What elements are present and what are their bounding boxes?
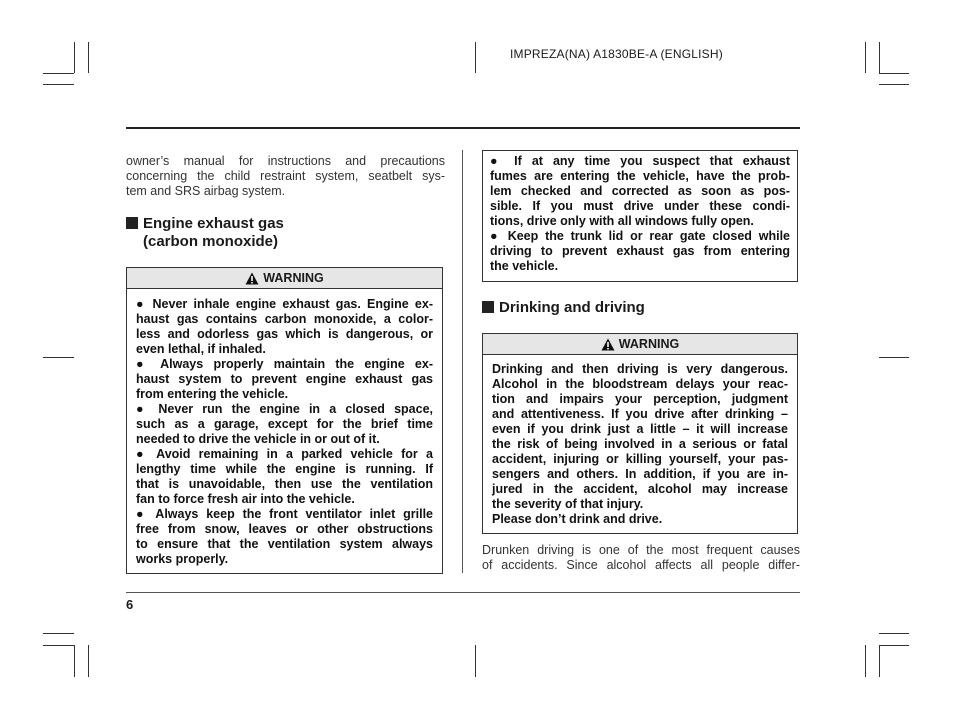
warning-line: even lethal, if inhaled. (136, 342, 266, 356)
warning-line: ● Avoid remaining in a parked vehicle for a (136, 447, 433, 461)
warning-box-continued (482, 150, 798, 282)
text-line: of accidents. Since alcohol affects all people differ- (482, 558, 800, 572)
crop-mark (74, 42, 75, 73)
warning-line: driving to prevent exhaust gas from entering (490, 244, 790, 258)
outro-paragraph (482, 543, 800, 573)
warning-line: ● Never run the engine in a closed space, (136, 402, 433, 416)
warning-line: Drinking and then driving is very dangerous. (492, 362, 788, 376)
crop-mark (475, 645, 476, 677)
header-rule (126, 127, 800, 129)
warning-line: the risk of being involved in a serious or fatal (492, 437, 788, 451)
warning-line: ● Always keep the front ventilator inlet grille (136, 507, 433, 521)
warning-line: lengthy time while the engine is running. If (136, 462, 433, 476)
warning-line: and attentiveness. If you drive after drinking – (492, 407, 788, 421)
warning-title: WARNING (263, 271, 324, 285)
warning-line: sible. If you must drive under these condi- (490, 199, 790, 213)
warning-line: jured in the accident, alcohol may increase (492, 482, 788, 496)
warning-line: lem checked and corrected as soon as pos- (490, 184, 790, 198)
column-divider (462, 150, 463, 573)
warning-line: fumes are entering the vehicle, have the prob- (490, 169, 790, 183)
warning-line: to ensure that the ventilation system always (136, 537, 433, 551)
warning-line: the vehicle. (490, 259, 559, 273)
crop-mark (475, 42, 476, 73)
crop-mark (879, 645, 880, 677)
crop-mark (43, 633, 74, 634)
warning-triangle-icon (245, 272, 259, 285)
footer-rule (126, 592, 800, 593)
warning-line: haust system to prevent engine exhaust gas (136, 372, 433, 386)
heading-text: Engine exhaust gas (143, 215, 284, 232)
crop-mark (43, 84, 74, 85)
text-line: owner’s manual for instructions and precautions (126, 154, 445, 168)
crop-mark (43, 73, 74, 74)
heading-text: (carbon monoxide) (143, 233, 279, 250)
crop-mark (865, 42, 866, 73)
crop-mark (88, 42, 89, 73)
warning-line: ● Keep the trunk lid or rear gate closed while (490, 229, 790, 243)
warning-line: free from snow, leaves or other obstructions (136, 522, 433, 536)
page-number: 6 (126, 597, 134, 612)
warning-line: ● If at any time you suspect that exhaust (490, 154, 790, 168)
crop-mark (43, 645, 74, 646)
text-line: tem and SRS airbag system. (126, 184, 286, 198)
section-heading-exhaust (126, 215, 284, 251)
warning-line: Please don’t drink and drive. (492, 512, 663, 526)
heading-text: Drinking and driving (499, 299, 645, 316)
warning-line: ● Always properly maintain the engine ex- (136, 357, 433, 371)
warning-line: tions, drive only with all windows fully open. (490, 214, 754, 228)
crop-mark (879, 73, 909, 74)
warning-line: haust gas contains carbon monoxide, a color- (136, 312, 433, 326)
warning-line: less and odorless gas which is dangerous, or (136, 327, 433, 341)
warning-line: such as a garage, except for the brief time (136, 417, 433, 431)
warning-line: Alcohol in the bloodstream delays your reac- (492, 377, 788, 391)
warning-line: from entering the vehicle. (136, 387, 289, 401)
warning-title: WARNING (618, 337, 680, 351)
warning-triangle-icon (601, 338, 615, 351)
warning-line: accident, injuring or killing yourself, your pas- (492, 452, 788, 466)
crop-mark (879, 645, 909, 646)
warning-box-exhaust (126, 267, 443, 574)
warning-header (483, 334, 797, 355)
crop-mark (879, 84, 909, 85)
crop-mark (43, 357, 74, 358)
warning-line: the severity of that injury. (492, 497, 644, 511)
intro-paragraph (126, 154, 445, 199)
crop-mark (865, 645, 866, 677)
warning-line: works properly. (136, 552, 229, 566)
warning-body (127, 289, 442, 567)
text-line: concerning the child restraint system, seatbelt sys- (126, 169, 445, 183)
crop-mark (879, 357, 909, 358)
square-bullet-icon (126, 217, 138, 229)
warning-line: even if you drink just a little – it will increase (492, 422, 788, 436)
warning-box-drinking (482, 333, 798, 534)
text-line: Drunken driving is one of the most frequent causes (482, 543, 800, 557)
warning-line: that is unavoidable, then use the ventilation (136, 477, 433, 491)
warning-line: ● Never inhale engine exhaust gas. Engine ex- (136, 297, 433, 311)
warning-line: needed to drive the vehicle in or out of it. (136, 432, 380, 446)
square-bullet-icon (482, 301, 494, 313)
warning-body (483, 355, 797, 527)
warning-line: sengers and others. In addition, if you are in- (492, 467, 788, 481)
crop-mark (74, 645, 75, 677)
warning-line: tion and impairs your perception, judgment (492, 392, 788, 406)
crop-mark (879, 42, 880, 73)
section-heading-drinking (482, 299, 645, 317)
warning-header (127, 268, 442, 289)
document-code: IMPREZA(NA) A1830BE-A (ENGLISH) (510, 47, 723, 61)
crop-mark (879, 633, 909, 634)
warning-line: fan to force fresh air into the vehicle. (136, 492, 355, 506)
crop-mark (88, 645, 89, 677)
